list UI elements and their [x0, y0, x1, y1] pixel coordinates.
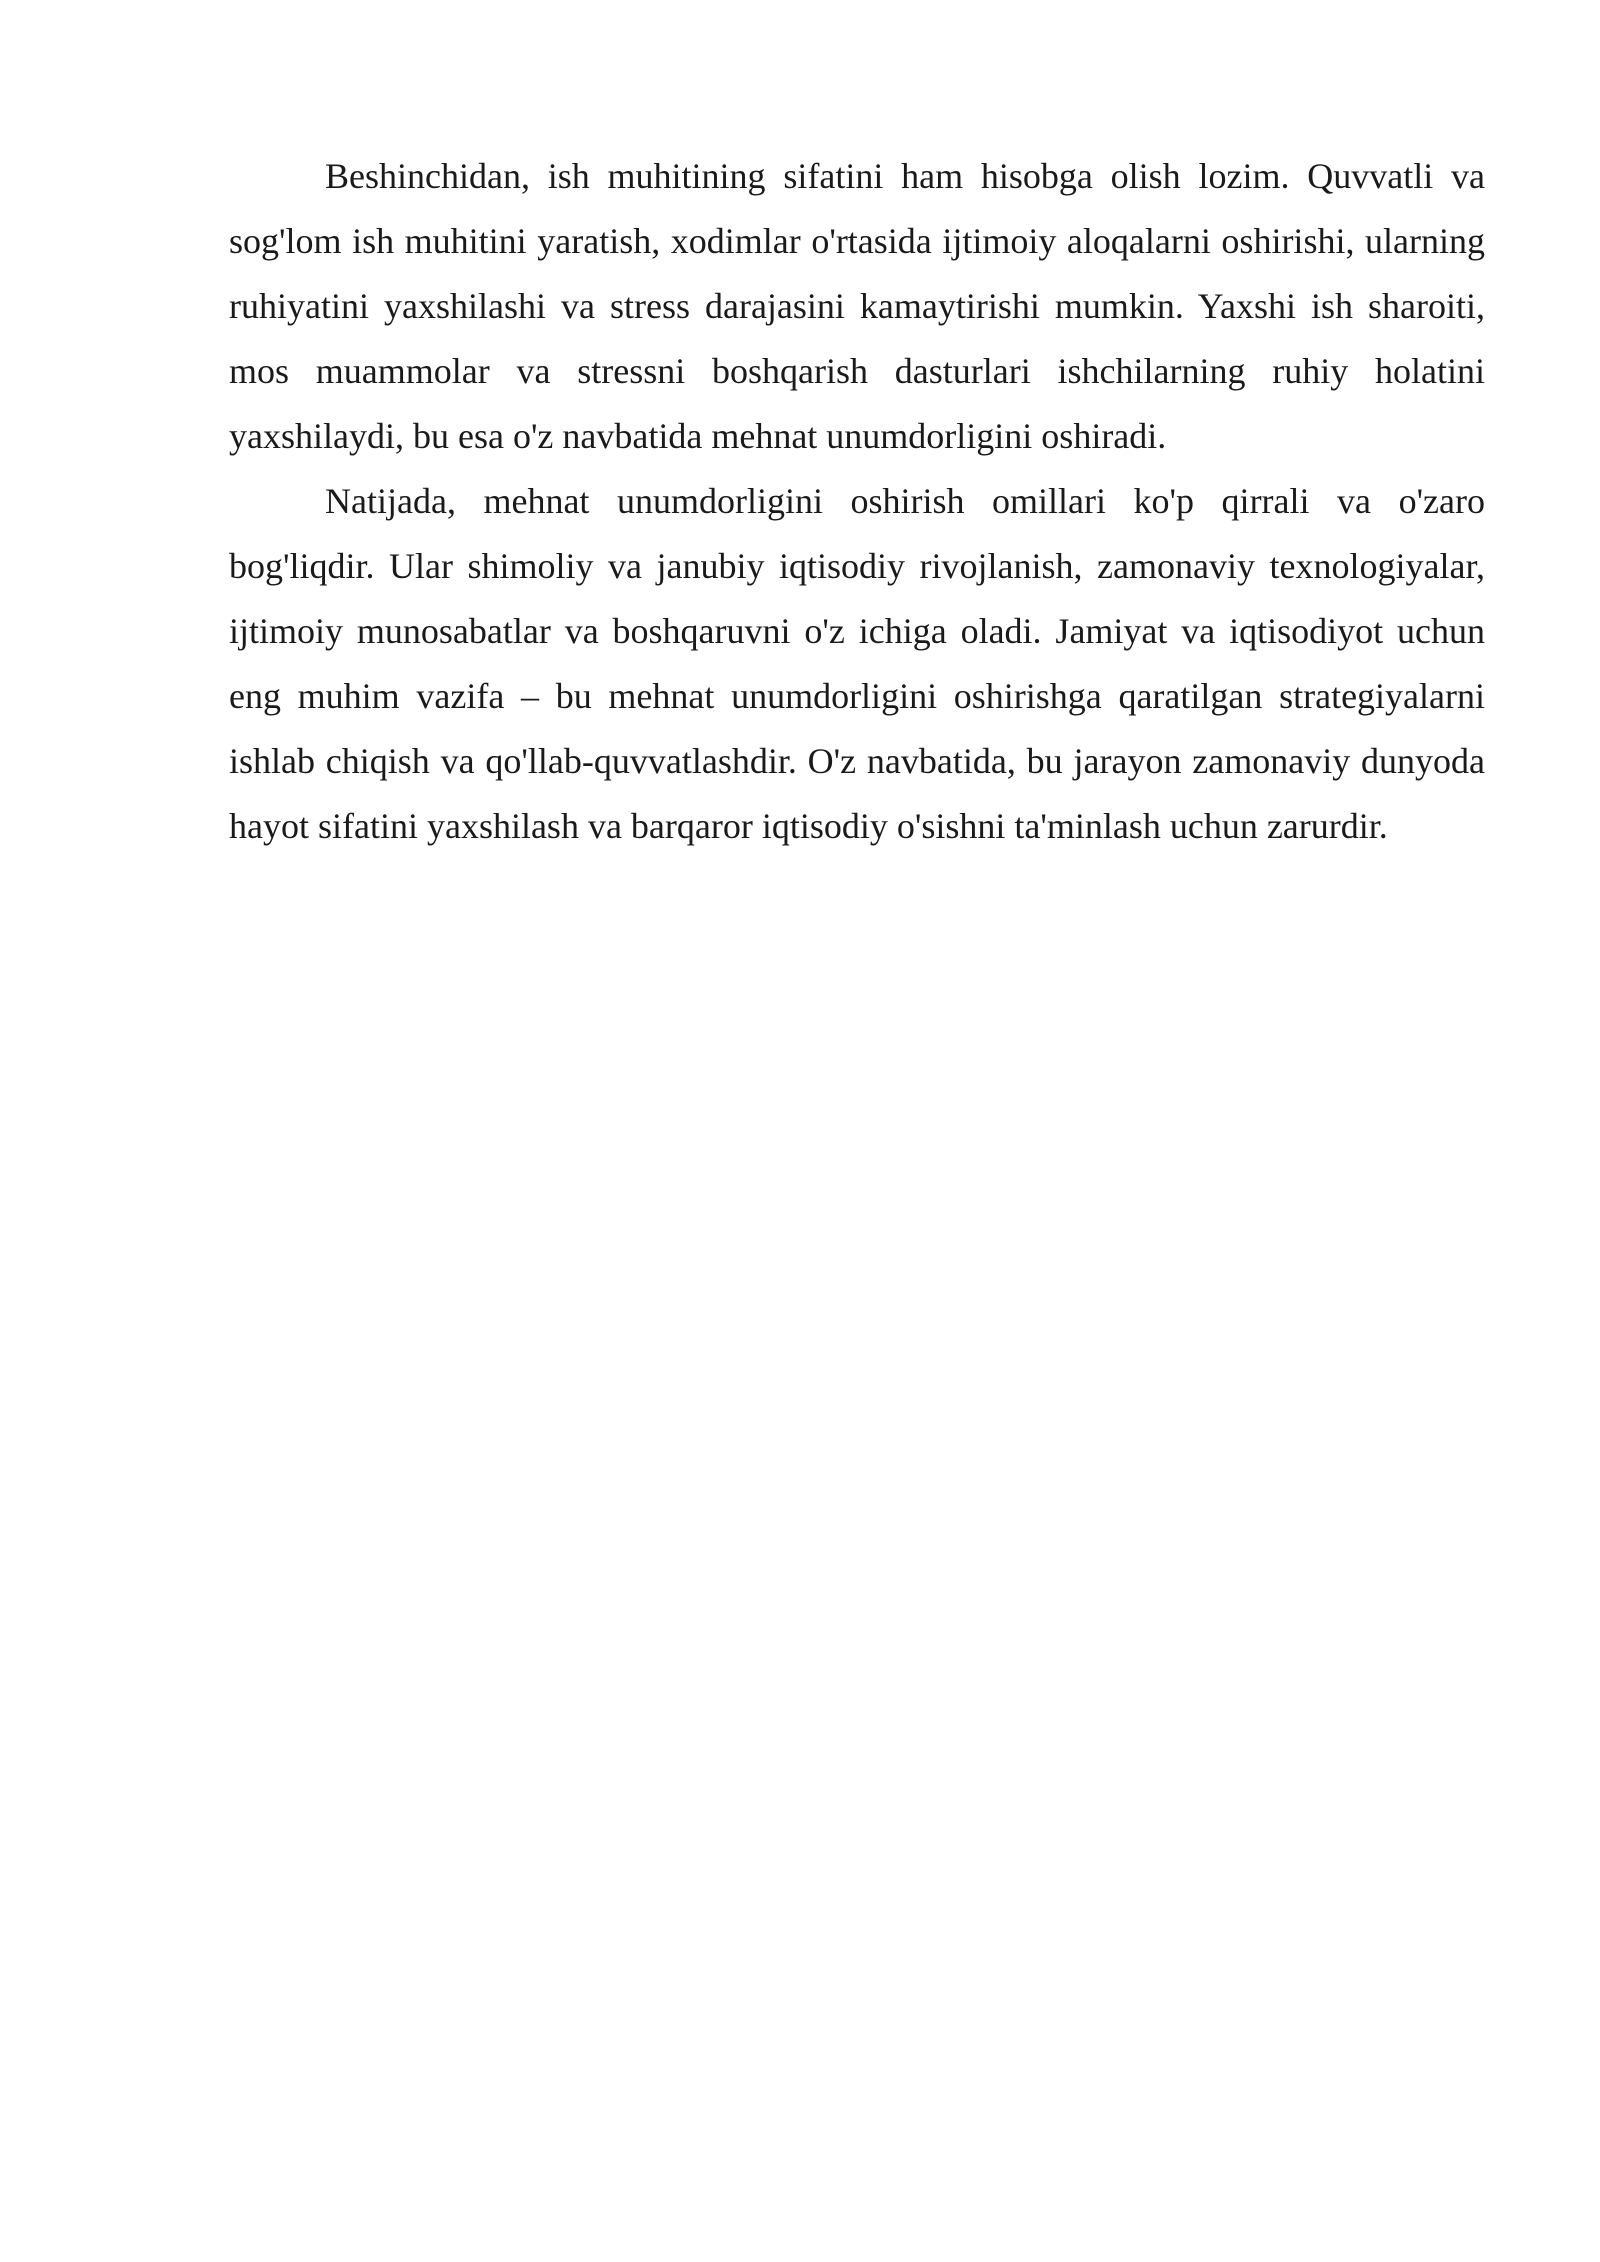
document-body: [229, 144, 1485, 859]
paragraph-conclusion: Natijada, mehnat unumdorligini oshirish omillari ko'p qirrali va o'zaro bog'liqdir. Ular shimoliy va janubiy iqtisodiy rivojlanish, zamonaviy texnologiyalar, ijtimoiy munosabatlar va boshqaruvni o'z ichiga oladi. Jamiyat va iqtisodiyot uchun eng muhim vazifa – bu mehnat unumdorligini oshirishga qaratilgan strategiyalarni ishlab chiqish va qo'llab-quvvatlashdir. O'z navbatida, bu jarayon zamonaviy dunyoda hayot sifatini yaxshilash va barqaror iqtisodiy o'sishni ta'minlash uchun zarurdir.: [229, 481, 1485, 846]
paragraph-work-environment: Beshinchidan, ish muhitining sifatini ham hisobga olish lozim. Quvvatli va sog'lom ish muhitini yaratish, xodimlar o'rtasida ijtimoiy aloqalarni oshirishi, ularning ruhiyatini yaxshilashi va stress darajasini kamaytirishi mumkin. Yaxshi ish sharoiti, mos muammolar va stressni boshqarish dasturlari ishchilarning ruhiy holatini yaxshilaydi, bu esa o'z navbatida mehnat unumdorligini oshiradi.: [229, 156, 1485, 456]
